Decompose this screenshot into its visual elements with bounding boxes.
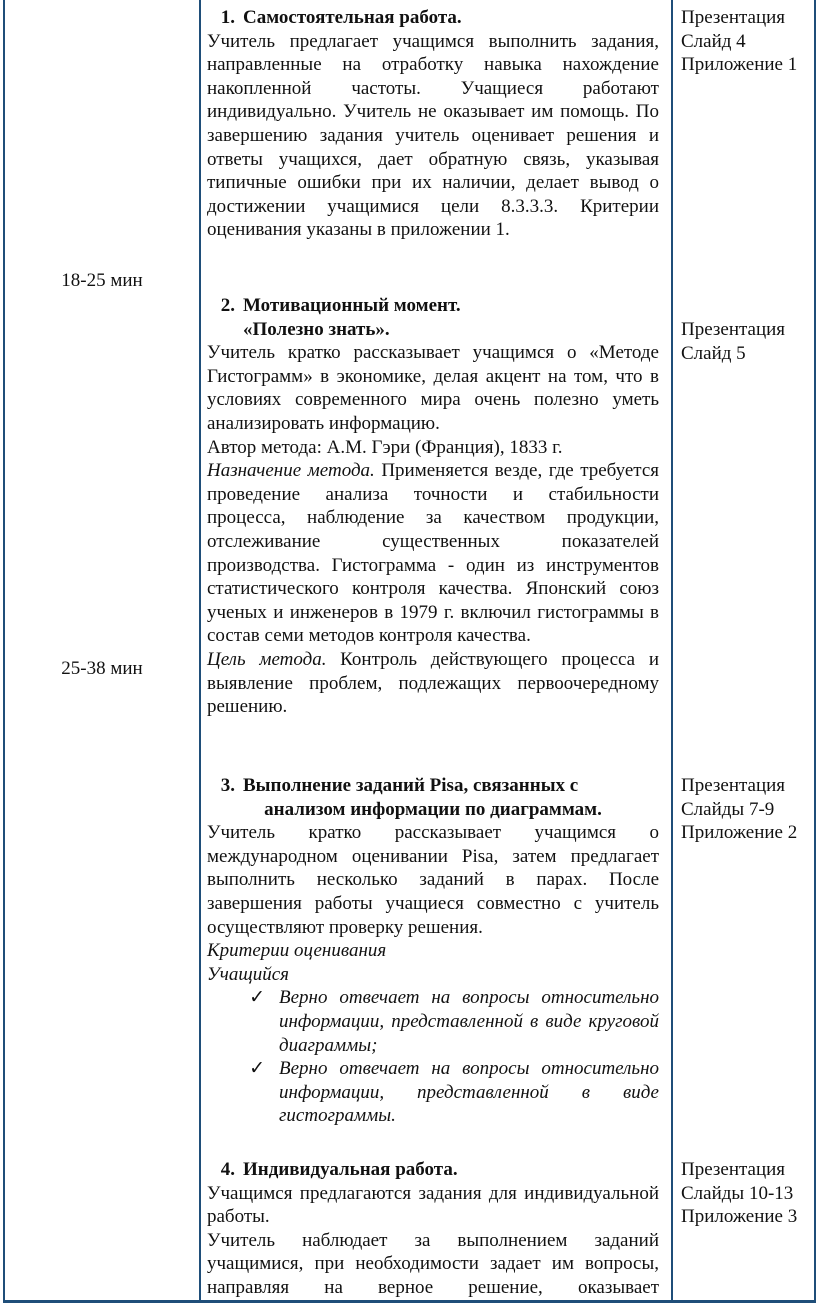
- resources-block-2: [681, 318, 785, 365]
- activity-title: Самостоятельная работа.: [243, 7, 462, 28]
- activity-text: Учащимся предлагаются задания для индивидуальной работы.: [207, 1182, 659, 1228]
- resource-item: Презентация: [681, 7, 786, 28]
- criteria-list: [207, 986, 659, 1128]
- activity-block-4: [207, 1158, 659, 1300]
- activity-title: Мотивационный момент.: [243, 295, 461, 316]
- activity-title-continued: анализом информации по диаграммам.: [264, 798, 602, 820]
- activity-title-row-2: [207, 798, 659, 822]
- student-label: Учащийся: [207, 963, 289, 985]
- activity-column: [200, 0, 672, 1302]
- resource-item: Слайды 7-9: [681, 798, 775, 820]
- resource-item: Презентация: [681, 319, 786, 340]
- method-author: Автор метода: А.М. Гэри (Франция), 1833 г.: [207, 436, 563, 458]
- resources-column: [672, 0, 815, 1302]
- table-row: [4, 0, 815, 1302]
- criteria-text: Верно отвечает на вопросы относительно информации, представленной в виде круговой диаграммы;: [279, 987, 659, 1056]
- activity-subtitle-row: [207, 318, 659, 342]
- activity-heading-3: [207, 774, 659, 798]
- resource-item: Приложение 3: [681, 1206, 798, 1228]
- resource-item: Презентация: [681, 1159, 786, 1180]
- resource-item: Слайды 10-13: [681, 1182, 794, 1204]
- time-column: [4, 0, 200, 1302]
- goal-text: Контроль действующего процесса и выявление проблем, подлежащих первоочередному решению.: [207, 648, 659, 718]
- activity-title: Выполнение заданий Pisa, связанных с: [243, 775, 579, 796]
- activity-intro: Учитель кратко рассказывает учащимся о международном оценивании Pisa, затем предлагает выполнить несколько заданий в парах. После завершения работы учащиеся совместно с учитель осуществляют проверку решения.: [207, 822, 659, 938]
- resource-item: Приложение 2: [681, 822, 798, 844]
- criteria-text: Верно отвечает на вопросы относительно информации, представленной в виде гистограммы.: [279, 1058, 659, 1127]
- resource-item: Слайд 5: [681, 342, 746, 364]
- activity-heading-4: [207, 1158, 659, 1182]
- purpose-text: Применяется везде, где требуется проведение анализа точности и стабильности процесса, наблюдение за качеством продукции, отслеживание существенных показателей производства. Гистограмма - один из инструментов статистического контроля качества. Японский союз ученых и инженеров в 1979 г. включил гистограммы в состав семи методов контроля качества.: [207, 460, 659, 647]
- activity-text: Учитель предлагает учащимся выполнить задания, направленные на отработку навыка нахождение накопленной частоты. Учащиеся работают индивидуально. Учитель не оказывает им помощь. По завершению задания учитель оценивает решения и ответы учащихся, дает обратную связь, указывая типичные ошибки при их наличии, делает вывод о достижении учащимися цели 8.3.3.3. Критерии оценивания указаны в приложении 1.: [207, 30, 659, 241]
- resources-block-3: [681, 774, 797, 845]
- activity-subtitle: «Полезно знать».: [243, 318, 390, 340]
- activity-number: 3.: [220, 775, 235, 796]
- checkmark-icon: ✓: [249, 987, 265, 1009]
- activity-heading-1: [207, 6, 659, 30]
- resource-item: Презентация: [681, 775, 786, 796]
- lesson-table: [3, 0, 816, 1303]
- activity-block-1: [207, 6, 659, 242]
- time-label-2: 25-38 мин: [61, 658, 143, 679]
- list-item: [207, 986, 659, 1057]
- list-item: [207, 1057, 659, 1128]
- activity-block-2: [207, 294, 659, 719]
- goal-label: Цель метода.: [207, 648, 327, 670]
- activity-block-3: [207, 774, 659, 1128]
- resource-item: Приложение 1: [681, 54, 798, 76]
- method-goal: [207, 648, 659, 719]
- purpose-label: Назначение метода.: [207, 460, 375, 482]
- activity-number: 4.: [220, 1159, 235, 1180]
- activity-title: Индивидуальная работа.: [243, 1159, 458, 1180]
- resources-block-4: [681, 1158, 797, 1229]
- checkmark-icon: ✓: [249, 1058, 265, 1080]
- criteria-label: Критерии оценивания: [207, 940, 387, 962]
- resource-item: Слайд 4: [681, 30, 746, 52]
- activity-heading-2: [207, 294, 659, 318]
- activity-intro: Учитель кратко рассказывает учащимся о «Методе Гистограмм» в экономике, делая акцент на том, что в условиях современного мира очень полезно уметь анализировать информацию.: [207, 342, 659, 434]
- time-label-1: 18-25 мин: [61, 270, 143, 291]
- activity-number: 2.: [220, 295, 235, 316]
- activity-number: 1.: [220, 7, 235, 28]
- resources-block-1: [681, 6, 797, 77]
- activity-text-continued: Учитель наблюдает за выполнением заданий учащимися, при необходимости задает им вопросы, направляя на верное решение, оказывает: [207, 1229, 659, 1298]
- method-purpose: [207, 459, 659, 648]
